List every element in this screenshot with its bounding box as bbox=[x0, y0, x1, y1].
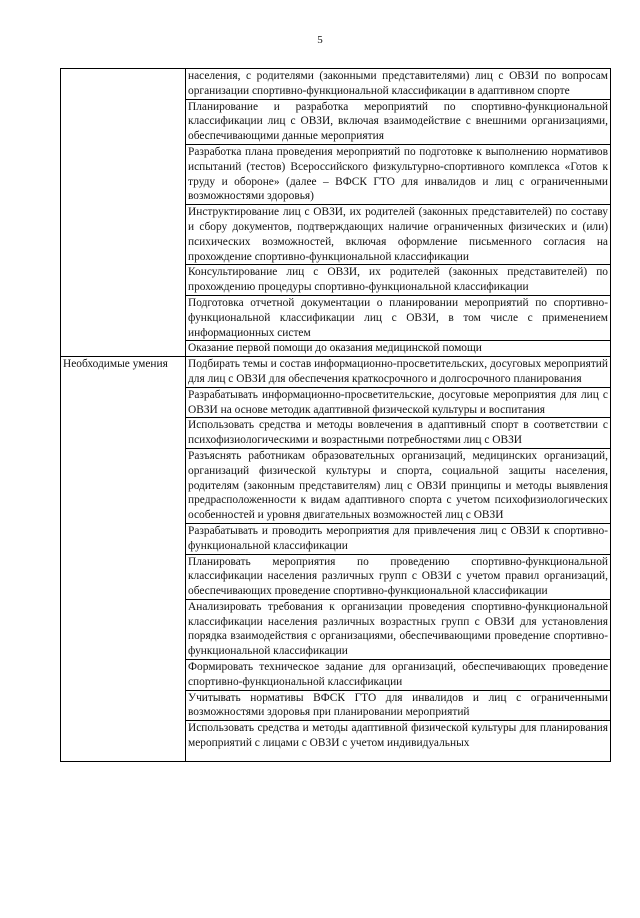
table-cell: Учитывать нормативы ВФСК ГТО для инвалидов и лиц с ограниченными возможностями здоровья при планировании мероприятий bbox=[186, 690, 611, 721]
requirements-table bbox=[60, 68, 611, 762]
table-cell: Подбирать темы и состав информационно-просветительских, досуговых мероприятий для лиц с ОВЗИ для обеспечения краткосрочного и долгосрочного планирования bbox=[186, 357, 611, 388]
table-cell: Анализировать требования к организации проведения спортивно-функциональной классификации населения различных возрастных групп с ОВЗИ для установления порядка взаимодействия с организациями, обеспечивающими проведение спортивно-функциональной классификации bbox=[186, 599, 611, 659]
table-cell: Разрабатывать информационно-просветительские, досуговые мероприятия для лиц с ОВЗИ на основе методик адаптивной физической культуры и воспитания bbox=[186, 387, 611, 418]
table-cell: Разъяснять работникам образовательных организаций, медицинских организаций, организаций физической культуры и спорта, социальной защиты населения, родителям (законным представителям) лиц с ОВЗИ принципы и методы выявления предрасположенности к видам адаптивного спорта с учетом психофизиологических особенностей и уровня двигательных возможностей лиц с ОВЗИ bbox=[186, 448, 611, 523]
section-label: Необходимые умения bbox=[61, 357, 186, 762]
table-cell: Формировать техническое задание для организаций, обеспечивающих проведение спортивно-функциональной классификации bbox=[186, 660, 611, 691]
table-row bbox=[61, 357, 611, 388]
table-cell: Разрабатывать и проводить мероприятия для привлечения лиц с ОВЗИ к спортивно-функциональной классификации bbox=[186, 523, 611, 554]
table-cell: Консультирование лиц с ОВЗИ, их родителей (законных представителей) по прохождению процедуры спортивно-функциональной классификации bbox=[186, 265, 611, 296]
table-cell-continued bbox=[186, 721, 611, 762]
table-cell: Инструктирование лиц с ОВЗИ, их родителей (законных представителей) по составу и сбору документов, подтверждающих наличие ограниченных физических и (или) психических возможностей, включая оформление письменного согласия на прохождение спортивно-функциональной классификации bbox=[186, 205, 611, 265]
table-cell: Планирование и разработка мероприятий по спортивно-функциональной классификации лиц с ОВЗИ, включая взаимодействие с внешними организациями, обеспечивающими данные мероприятия bbox=[186, 99, 611, 144]
table-cell: Разработка плана проведения мероприятий по подготовке к выполнению нормативов испытаний (тестов) Всероссийского физкультурно-спортивного комплекса «Готов к труду и обороне» (далее – ВФСК ГТО для инвалидов и лиц с ограниченными возможностями здоровья) bbox=[186, 144, 611, 204]
table-cell: Оказание первой помощи до оказания медицинской помощи bbox=[186, 341, 611, 357]
table-cell: Использовать средства и методы вовлечения в адаптивный спорт в соответствии с психофизиологическими и возрастными потребностями лиц с ОВЗИ bbox=[186, 418, 611, 449]
continued-text: Использовать средства и методы адаптивной физической культуры для планирования мероприятий с лицами с ОВЗИ с учетом индивидуальных bbox=[188, 722, 608, 750]
table-cell: Планировать мероприятия по проведению спортивно-функциональной классификации населения различных групп с ОВЗИ с учетом правил организаций, обеспечивающих проведение спортивно-функциональной классификации bbox=[186, 554, 611, 599]
table-row bbox=[61, 69, 611, 100]
table-cell: населения, с родителями (законными представителями) лиц с ОВЗИ по вопросам организации спортивно-функциональной классификации в адаптивном спорте bbox=[186, 69, 611, 100]
empty-label-cell bbox=[61, 69, 186, 357]
page-number: 5 bbox=[317, 34, 323, 46]
table-cell: Подготовка отчетной документации о планировании мероприятий по спортивно-функциональной классификации лиц с ОВЗИ, в том числе с применением информационных систем bbox=[186, 295, 611, 340]
